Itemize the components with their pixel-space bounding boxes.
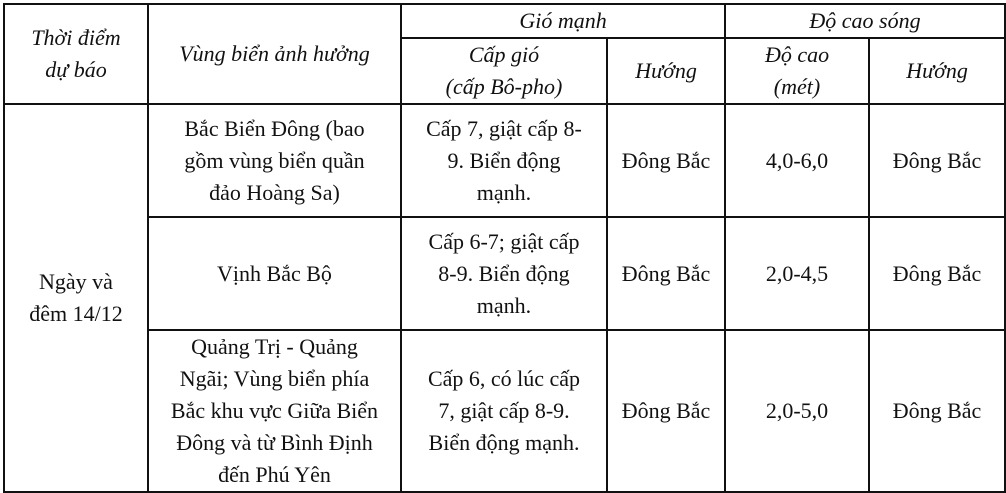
header-affected-sea-area: Vùng biển ảnh hưởng [148,4,401,104]
wind-level-cell: Cấp 7, giật cấp 8- 9. Biển động mạnh. [401,104,607,217]
table-row [4,330,1005,492]
wave-height-cell: 4,0-6,0 [725,104,869,217]
wave-height-cell: 2,0-5,0 [725,330,869,492]
header-wave-direction: Hướng [869,38,1005,104]
area-cell: Bắc Biển Đông (bao gồm vùng biển quần đảo Hoàng Sa) [148,104,401,217]
area-cell: Quảng Trị - Quảng Ngãi; Vùng biển phía Bắc khu vực Giữa Biển Đông và từ Bình Định đến Phú Yên [148,330,401,492]
header-wind-level: Cấp gió (cấp Bô-pho) [401,38,607,104]
forecast-time-cell: Ngày và đêm 14/12 [4,104,148,492]
wave-direction-cell: Đông Bắc [869,217,1005,330]
wave-direction-cell: Đông Bắc [869,330,1005,492]
sea-forecast-table [3,3,1006,493]
wind-level-cell: Cấp 6-7; giật cấp 8-9. Biển động mạnh. [401,217,607,330]
header-forecast-time: Thời điểm dự báo [4,4,148,104]
area-cell: Vịnh Bắc Bộ [148,217,401,330]
wave-height-cell: 2,0-4,5 [725,217,869,330]
header-strong-wind: Gió mạnh [401,4,725,38]
header-row-1 [4,4,1005,38]
wind-direction-cell: Đông Bắc [607,330,725,492]
header-wave-height-group: Độ cao sóng [725,4,1005,38]
wind-direction-cell: Đông Bắc [607,104,725,217]
header-wind-direction: Hướng [607,38,725,104]
table-row [4,217,1005,330]
header-wave-height: Độ cao (mét) [725,38,869,104]
table-row [4,104,1005,217]
wind-direction-cell: Đông Bắc [607,217,725,330]
wave-direction-cell: Đông Bắc [869,104,1005,217]
wind-level-cell: Cấp 6, có lúc cấp 7, giật cấp 8-9. Biển động mạnh. [401,330,607,492]
